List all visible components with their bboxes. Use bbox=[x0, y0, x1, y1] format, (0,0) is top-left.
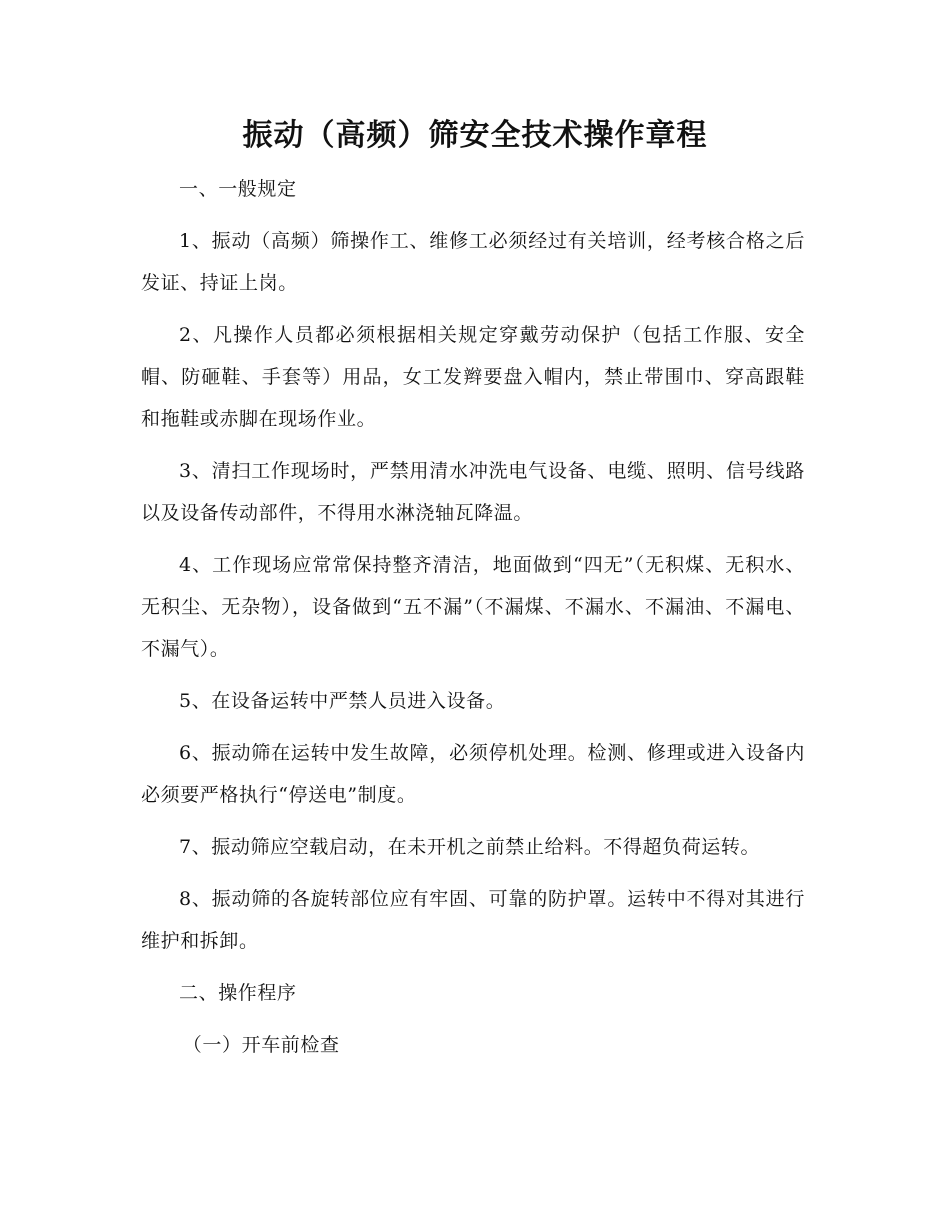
rule-paragraph-7: 7、振动筛应空载启动，在未开机之前禁止给料。不得超负荷运转。 bbox=[179, 836, 761, 858]
document-title: 振动（高频）筛安全技术操作章程 bbox=[242, 118, 708, 153]
rule-paragraph-8: 8、振动筛的各旋转部位应有牢固、可靠的防护罩。运转中不得对其进行维护和拆卸。 bbox=[141, 888, 805, 952]
section-heading-general: 一、一般规定 bbox=[179, 178, 297, 200]
rule-paragraph-3: 3、清扫工作现场时，严禁用清水冲洗电气设备、电缆、照明、信号线路以及设备传动部件，不得用水淋浇轴瓦降温。 bbox=[141, 460, 805, 524]
document-body bbox=[141, 168, 805, 1076]
rule-paragraph-5: 5、在设备运转中严禁人员进入设备。 bbox=[179, 690, 506, 712]
rule-paragraph-4: 4、工作现场应常常保持整齐清洁，地面做到“四无”（无积煤、无积水、无积尘、无杂物），设备做到“五不漏”（不漏煤、不漏水、不漏油、不漏电、不漏气）。 bbox=[141, 554, 805, 660]
rule-paragraph-2: 2、凡操作人员都必须根据相关规定穿戴劳动保护（包括工作服、安全帽、防砸鞋、手套等）用品，女工发辫要盘入帽内，禁止带围巾、穿高跟鞋和拖鞋或赤脚在现场作业。 bbox=[141, 324, 805, 430]
rule-paragraph-6: 6、振动筛在运转中发生故障，必须停机处理。检测、修理或进入设备内必须要严格执行“停送电”制度。 bbox=[141, 742, 805, 806]
rule-paragraph-1: 1、振动（高频）筛操作工、维修工必须经过有关培训，经考核合格之后发证、持证上岗。 bbox=[141, 230, 805, 294]
section-heading-procedure: 二、操作程序 bbox=[179, 982, 297, 1004]
subsection-heading-precheck: （一）开车前检查 bbox=[182, 1034, 340, 1056]
